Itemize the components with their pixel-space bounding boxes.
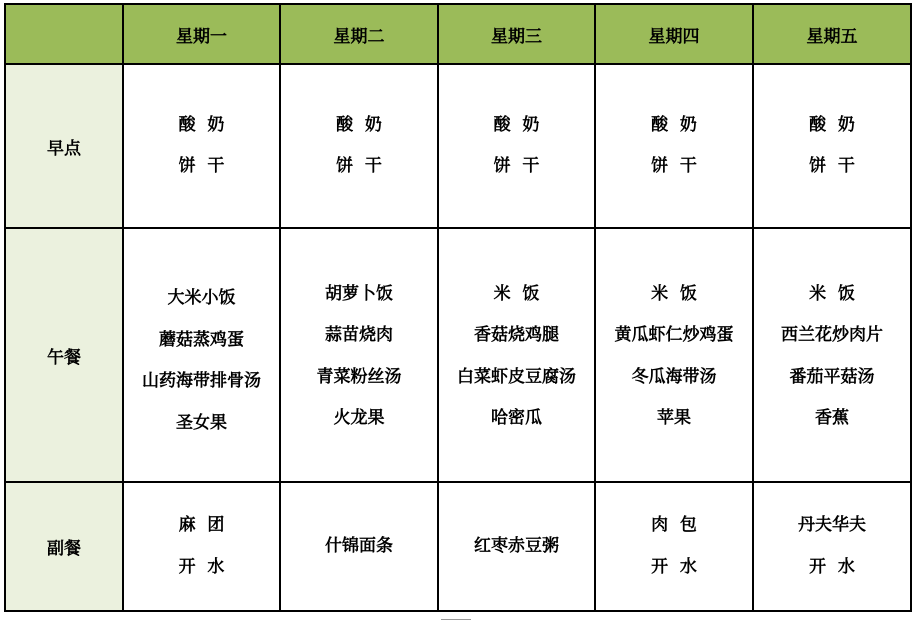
menu-cell-breakfast-wed [438,64,595,228]
menu-cell-lunch-wed [438,228,595,482]
menu-item: 饼 干 [493,156,540,176]
menu-item: 米 饭 [809,283,855,304]
menu-item: 西兰花炒肉片 [781,325,883,345]
menu-item: 蒜苗烧肉 [325,325,393,345]
meal-row-breakfast [5,64,911,228]
menu-item: 苹果 [657,408,691,428]
menu-item: 番茄平菇汤 [789,366,875,387]
menu-item: 酸 奶 [493,114,540,135]
menu-item: 香蕉 [815,408,849,428]
meal-name-breakfast: 早点 [5,64,123,228]
menu-cell-lunch-fri [753,228,911,482]
page-edge-mark [441,619,471,622]
menu-cell-breakfast-tue [280,64,438,228]
corner-cell [5,4,123,64]
day-header-fri: 星期五 [753,4,911,64]
menu-item: 麻 团 [178,515,225,535]
menu-item: 开 水 [651,556,697,577]
menu-item: 米 饭 [651,283,697,304]
day-header-wed: 星期三 [438,4,595,64]
header-row [5,4,911,64]
weekly-menu-table [4,3,912,612]
menu-item: 饼 干 [651,156,697,176]
menu-item: 饼 干 [178,156,225,176]
menu-item: 肉 包 [651,515,697,535]
menu-item: 蘑菇蒸鸡蛋 [159,329,244,350]
menu-item: 开 水 [178,556,225,577]
menu-item: 香菇烧鸡腿 [474,325,559,345]
menu-cell-breakfast-thu [595,64,753,228]
menu-cell-breakfast-fri [753,64,911,228]
menu-item: 青菜粉丝汤 [316,366,402,387]
menu-item: 火龙果 [333,408,385,428]
day-header-mon: 星期一 [123,4,280,64]
menu-cell-lunch-mon [123,228,280,482]
menu-item: 胡萝卜饭 [325,283,393,304]
menu-item: 酸 奶 [336,114,382,135]
menu-cell-breakfast-mon [123,64,280,228]
menu-item: 圣女果 [176,412,227,433]
menu-cell-snack-mon [123,482,280,611]
menu-cell-snack-fri [753,482,911,611]
menu-item: 酸 奶 [651,114,697,135]
meal-name-lunch: 午餐 [5,228,123,482]
menu-item: 什锦面条 [325,535,393,556]
menu-cell-snack-thu [595,482,753,611]
menu-cell-lunch-thu [595,228,753,482]
menu-item: 饼 干 [809,156,855,176]
menu-item: 酸 奶 [809,114,855,135]
menu-item: 山药海带排骨汤 [142,371,261,391]
menu-item: 白菜虾皮豆腐汤 [457,366,576,387]
menu-item: 饼 干 [336,156,382,176]
day-header-thu: 星期四 [595,4,753,64]
meal-row-snack [5,482,911,611]
menu-item: 哈密瓜 [491,408,542,428]
menu-item: 黄瓜虾仁炒鸡蛋 [614,325,734,345]
menu-item: 大米小饭 [167,288,236,308]
menu-cell-snack-wed [438,482,595,611]
meal-name-snack: 副餐 [5,482,123,611]
meal-row-lunch [5,228,911,482]
day-header-tue: 星期二 [280,4,438,64]
menu-cell-lunch-tue [280,228,438,482]
menu-item: 开 水 [809,556,855,577]
menu-item: 冬瓜海带汤 [631,366,717,387]
menu-item: 丹夫华夫 [798,515,866,535]
menu-item: 红枣赤豆粥 [474,535,559,556]
menu-cell-snack-tue [280,482,438,611]
menu-item: 酸 奶 [178,114,225,135]
menu-item: 米 饭 [493,283,540,304]
